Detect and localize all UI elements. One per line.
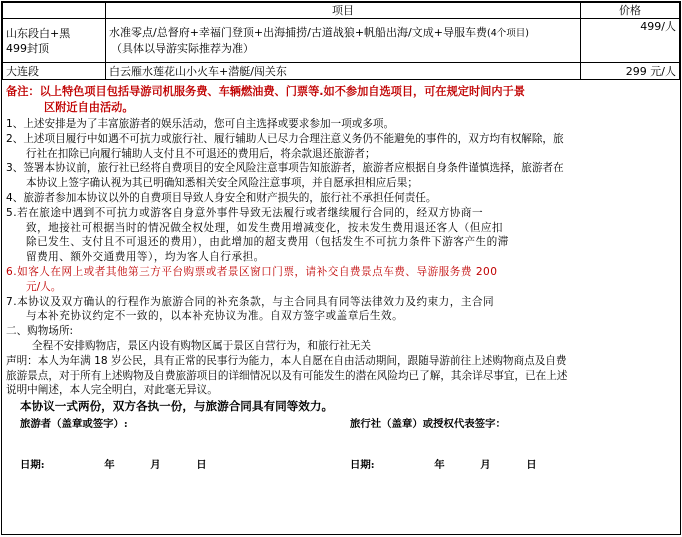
route-name: 山东段白+黑 <box>6 26 71 40</box>
declaration-cont: 旅游景点，对于所有上述购物及自费旅游项目的详细情况以及有可能发生的潜在风险均已了解，其余详尽事宜，已在上述 <box>6 369 568 382</box>
agreement-page <box>1 1 681 535</box>
table-header-row <box>3 3 680 19</box>
day-label: 日 <box>196 458 207 471</box>
items-table <box>2 2 680 80</box>
route-cell <box>3 19 106 63</box>
price-cell: 299 元/人 <box>581 63 680 80</box>
tourist-date <box>20 458 350 473</box>
declaration-cont: 说明中阐述，本人完全明白，对此毫无异议。 <box>6 384 218 397</box>
month-label: 月 <box>150 458 161 471</box>
items-cell <box>106 19 581 63</box>
table-row <box>3 63 680 80</box>
header-empty-cell <box>3 3 106 19</box>
clause-7-cont: 与本补充协议约定不一致的，以本补充协议为准。自双方签字或盖章后生效。 <box>26 310 404 323</box>
items-note: （具体以导游实际推荐为准） <box>111 42 254 55</box>
year-label: 年 <box>104 458 115 471</box>
date-row <box>6 458 676 473</box>
header-item: 项目 <box>106 3 581 19</box>
clause-3-cont: 本协议上签字确认视为其已明确知悉相关安全风险注意事项，并自愿承担相应后果； <box>26 177 418 190</box>
route-cap: 499封顶 <box>6 41 49 55</box>
clause-5: 5.若在旅途中遇到不可抗力或游客自身意外事件导致无法履行或者继续履行合同的，经双方协商一 <box>6 206 484 219</box>
clause-1: 1、上述安排是为了丰富旅游者的娱乐活动，您可自主选择或要求参加一项或多项。 <box>6 118 395 130</box>
declaration: 声明：本人为年满 18 岁公民，具有正常的民事行为能力，本人自愿在自由活动期间，跟随导游前往上述购物商点及自费 <box>6 354 567 367</box>
remark-line: 备注：以上特色项目包括导游司机服务费、车辆燃油费、门票等.如不参加自选项目，可在规定时间内于景 <box>6 85 525 98</box>
clause-4: 4、旅游者参加本协议以外的自费项目导致人身安全和财产损失的，旅行社不承担任何责任。 <box>6 191 437 204</box>
notes-section <box>2 80 680 473</box>
items-count: (4个项目) <box>486 28 529 39</box>
agreement-statement: 本协议一式两份，双方各执一份，与旅游合同具有同等效力。 <box>20 399 334 414</box>
remark-line: 区附近自由活动。 <box>44 101 134 114</box>
date-label: 日期: <box>350 458 375 471</box>
shopping-text: 全程不安排购物店，景区内设有购物区属于景区自营行为，和旅行社无关 <box>32 339 371 352</box>
clause-5-cont: 留费用、额外交通费用等），均为客人自行承担。 <box>26 251 265 264</box>
agency-date <box>350 458 537 473</box>
price-cell: 499/人 <box>581 19 680 63</box>
clause-7: 7.本协议及双方确认的行程作为旅游合同的补充条款，与主合同具有同等法律效力及约束力，主合同 <box>6 295 495 308</box>
date-label: 日期: <box>20 458 45 471</box>
day-label: 日 <box>526 458 537 471</box>
table-row <box>3 19 680 63</box>
tourist-sign-label: 旅游者（盖章或签字）: <box>20 418 128 431</box>
items-main: 水准零点/总督府+幸福门登顶+出海捕捞/古道战狼+帆船出海/文成+导服车费 <box>109 26 487 39</box>
year-label: 年 <box>434 458 445 471</box>
route-cell: 大连段 <box>3 63 106 80</box>
clause-5-cont: 致，地接社可根据当时的情况做全权处理，如发生费用增减变化，按未发生费用退还客人（但应扣 <box>26 221 504 234</box>
agency-sign-label: 旅行社（盖章）或授权代表签字： <box>350 418 506 431</box>
shopping-title: 二、购物场所: <box>6 325 74 338</box>
clause-2: 2、上述项目履行中如遇不可抗力或旅行社、履行辅助人已尽力合理注意义务仍不能避免的事件的，双方均有权解除，旅 <box>6 132 564 145</box>
header-price: 价格 <box>581 3 680 19</box>
items-cell: 白云雁水莲花山小火车+潜艇/闯关东 <box>106 63 581 80</box>
clause-2-cont: 行社在扣除已向履行辅助人支付且不可退还的费用后，将余款退还旅游者； <box>26 147 376 160</box>
clause-3: 3、签署本协议前，旅行社已经将自费项目的安全风险注意事项告知旅游者，旅游者应根据自身条件谨慎选择，旅游者在 <box>6 162 564 175</box>
signature-row <box>6 417 676 432</box>
clause-6-cont: 元/人。 <box>26 280 62 293</box>
month-label: 月 <box>480 458 491 471</box>
clause-5-cont: 除已发生、支付且不可退还的费用），由此增加的超支费用（包括发生不可抗力条件下游客产生的滞 <box>26 236 509 249</box>
clause-6: 6.如客人在网上或者其他第三方平台购票或者景区窗口门票，请补交自费景点车费、导游服务费 200 <box>6 265 498 278</box>
